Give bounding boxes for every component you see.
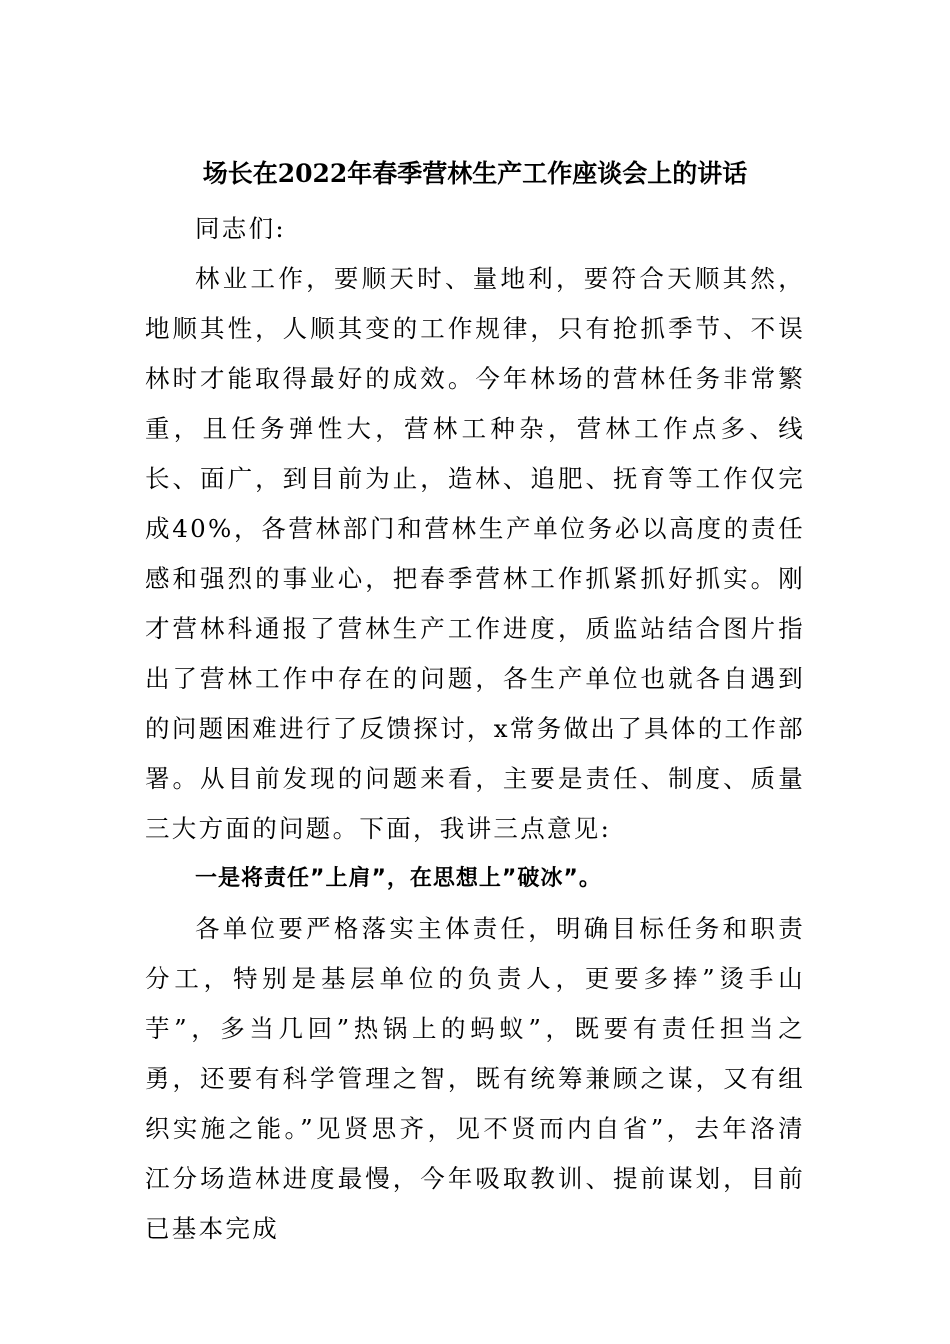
section-paragraph: 各单位要严格落实主体责任，明确目标任务和职责分工，特别是基层单位的负责人，更要多捧”烫手山芋”，多当几回”热锅上的蚂蚁”，既要有责任担当之勇，还要有科学管理之智，既有统筹兼顾之谋，又有组织实施之能。”见贤思齐，见不贤而内自省”，去年洛清江分场造林进度最慢，今年吸取教训、提前谋划，目前已基本完成 [145,914,805,1243]
document-body [145,204,805,1254]
intro-paragraph: 林业工作，要顺天时、量地利，要符合天顺其然，地顺其性，人顺其变的工作规律，只有抢抓季节、不误林时才能取得最好的成效。今年林场的营林任务非常繁重，且任务弹性大，营林工种杂，营林工作点多、线长、面广，到目前为止，造林、追肥、抚育等工作仅完成40%，各营林部门和营林生产单位务必以高度的责任感和强烈的事业心，把春季营林工作抓紧抓好抓实。刚才营林科通报了营林生产工作进度，质监站结合图片指出了营林工作中存在的问题，各生产单位也就各自遇到的问题困难进行了反馈探讨，x常务做出了具体的工作部署。从目前发现的问题来看，主要是责任、制度、质量三大方面的问题。下面，我讲三点意见: [145,264,805,843]
section-heading: 一是将责任”上肩”，在思想上”破冰”。 [195,866,602,891]
document-title: 场长在2022年春季营林生产工作座谈会上的讲话 [202,159,748,188]
salutation: 同志们: [195,214,286,243]
